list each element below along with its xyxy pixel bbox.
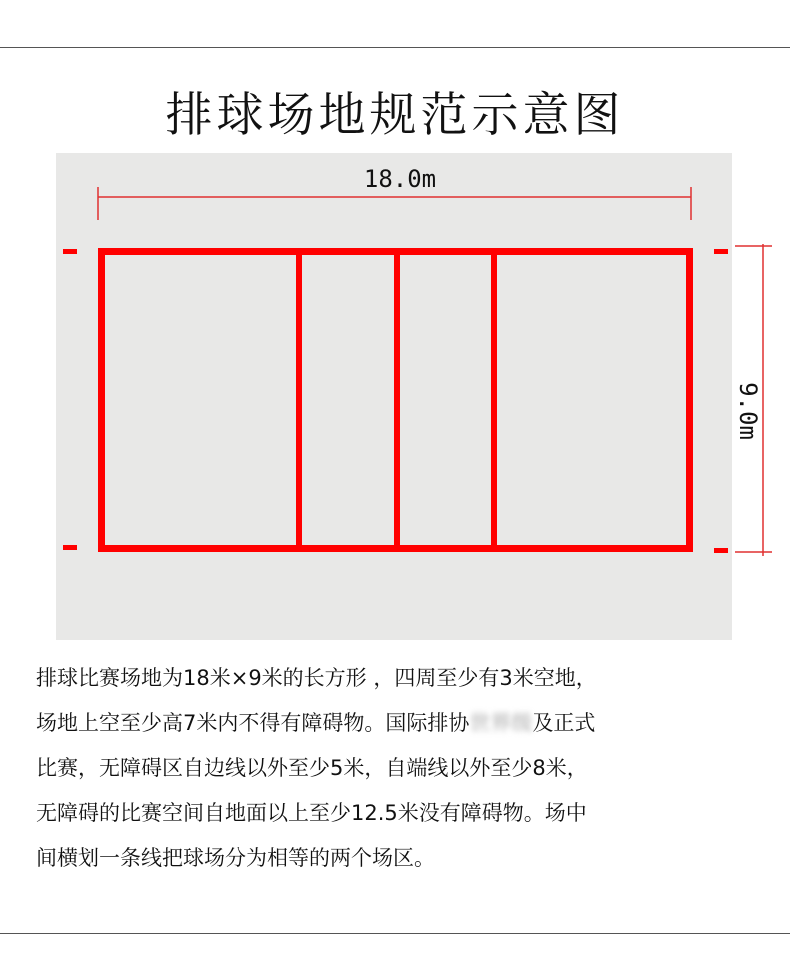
description-line-5: 间横划一条线把球场分为相等的两个场区。: [36, 846, 435, 870]
width-dimension-label: 18.0m: [363, 165, 437, 193]
bottom-divider: [0, 933, 790, 934]
description-line-2-part-b: 及正式: [532, 711, 596, 735]
description-line-2-part-a: 场地上空至少高7米内不得有障碍物。国际排协: [36, 711, 470, 735]
blurred-text: 世界级: [469, 711, 533, 735]
description-line-4: 无障碍的比赛空间自地面以上至少12.5米没有障碍物。场中: [36, 801, 587, 825]
description-line-1: 排球比赛场地为18米×9米的长方形 ，四周至少有3米空地，: [36, 666, 597, 690]
page-title: 排球场地规范示意图: [165, 88, 625, 143]
attack-line-extension-right-bottom: [714, 548, 728, 553]
description-line-3: 比赛，无障碍区自边线以外至少5米，自端线以外至少8米，: [36, 756, 588, 780]
attack-line-extension-left-top: [63, 249, 77, 254]
description-line-2: [36, 701, 756, 746]
attack-line-extension-left-bottom: [63, 545, 77, 550]
description-text: [36, 656, 756, 881]
attack-line-extension-right-top: [714, 249, 728, 254]
height-dimension-label: 9.0m: [734, 382, 762, 440]
